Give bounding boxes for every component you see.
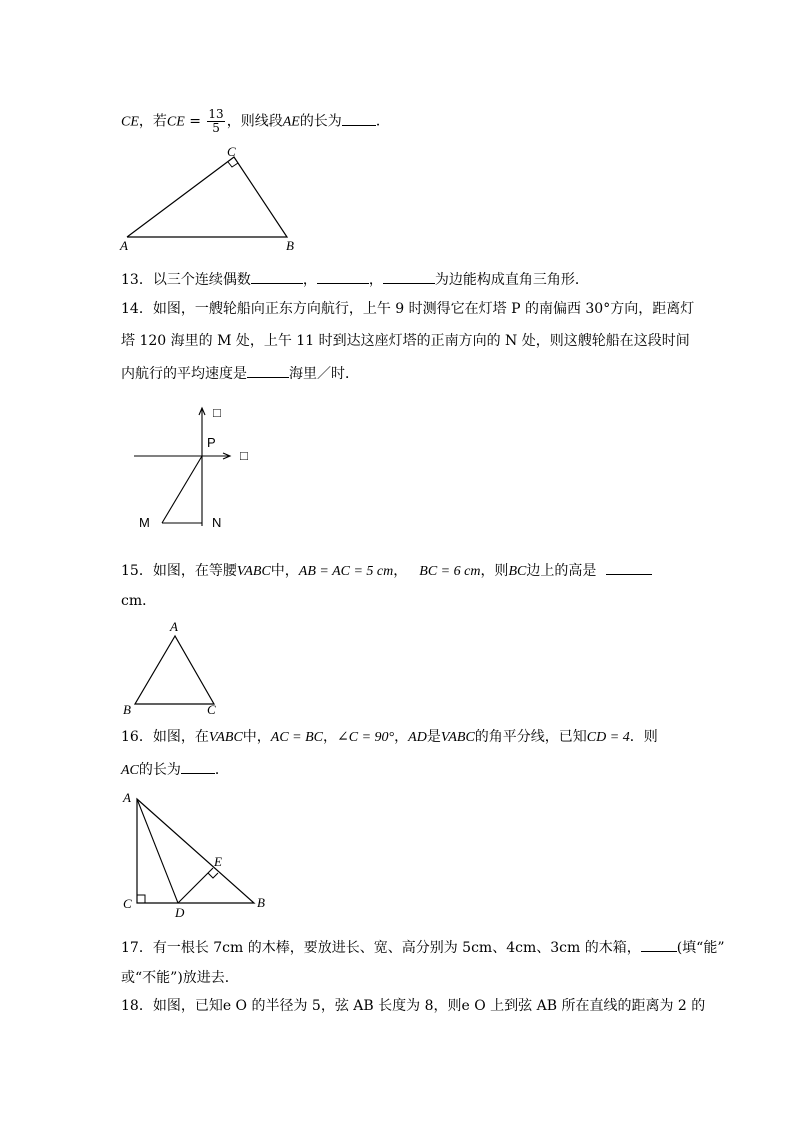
q12-text-1: ，若	[138, 113, 167, 130]
q16-label-d: D	[175, 905, 185, 920]
q15-equation-ab-ac: AB = AC = 5 cm	[298, 564, 394, 579]
q17-suffix: (填“能”	[676, 940, 725, 956]
q14-label-north: □	[213, 405, 221, 420]
q16-shi: 是	[426, 729, 441, 745]
q16-equation-ac-bc: AC = BC	[270, 730, 324, 745]
q14-line-3-prefix: 内航行的平均速度是	[121, 366, 247, 382]
q12-fraction-denominator: 5	[212, 121, 220, 135]
q16-line-2	[121, 759, 229, 781]
q16-line-1	[121, 727, 658, 748]
q12-label-c: C	[227, 144, 236, 159]
q15-unit: cm	[121, 593, 143, 609]
q16-label-c: C	[123, 896, 132, 911]
q16-label-e: E	[214, 854, 222, 869]
q14-line-3-suffix: 海里／时．	[289, 366, 359, 382]
q16-comma-1: ，	[323, 729, 338, 745]
q17-prefix: 17．有一根长 7cm 的木棒，要放进长、宽、高分别为 5cm、4cm、3cm 的木箱，	[121, 940, 641, 956]
q15-prefix: 15．如图，在等腰	[121, 563, 237, 579]
q14-line-3	[121, 363, 359, 384]
q15-equation-bc: BC = 6 cm	[419, 564, 481, 579]
q12-equals: =	[184, 113, 206, 130]
q15-label-a: A	[170, 619, 178, 634]
q16-right-angle-mark-c	[137, 895, 145, 903]
q12-answer-blank	[342, 111, 376, 126]
q17-line-2: 或“不能”)放进去．	[121, 970, 239, 986]
q17-line-1	[121, 937, 725, 958]
q15-period: ．	[142, 593, 157, 609]
q15-label-b: B	[123, 702, 131, 717]
q13-text-line	[121, 269, 589, 290]
q12-text-3: 的长为	[299, 113, 342, 130]
q14-label-n: N	[212, 515, 222, 530]
q12-text-line	[121, 108, 390, 135]
q16-ze: ．则	[629, 729, 658, 745]
q12-period: ．	[375, 113, 390, 130]
q16-label-b: B	[257, 895, 265, 910]
q16-prefix: 16．如图，在	[121, 729, 209, 745]
q16-right-angle-mark-e	[208, 873, 218, 878]
q12-ce-2: CE	[166, 114, 185, 130]
q16-triangle-abc-2: VABC	[440, 730, 475, 745]
q17-answer-blank	[641, 937, 677, 952]
q16-middle-text: 的角平分线，已知	[474, 729, 587, 745]
q14-label-p: P	[207, 435, 216, 450]
q15-unit-line	[121, 591, 156, 611]
q15-label-c: C	[207, 702, 216, 717]
q12-label-b: B	[286, 238, 294, 253]
q13-comma-1: ，	[302, 272, 317, 288]
q12-ce-1: CE	[121, 114, 139, 130]
q16-triangle-abc-shape	[137, 799, 254, 903]
q16-answer-blank	[181, 759, 215, 774]
q14-answer-blank	[247, 363, 289, 378]
q16-cd: CD = 4	[586, 730, 630, 745]
q16-zhong: 中，	[242, 729, 271, 745]
q14-label-east: □	[240, 448, 248, 463]
q12-label-a: A	[120, 238, 128, 253]
q16-ac: AC	[121, 763, 139, 778]
q15-answer-blank	[606, 560, 652, 575]
q12-text-2: ，则线段	[226, 113, 283, 130]
q13-comma-2: ，	[368, 272, 383, 288]
q16-suffix: 的长为	[138, 762, 181, 778]
q12-triangle-figure	[118, 145, 308, 257]
q12-fraction	[207, 108, 224, 135]
q15-text-line	[121, 560, 652, 582]
q14-line-2: 塔 120 海里的 M 处，上午 11 时到达这座灯塔的正南方向的 N 处，则这艘轮船在这段时间	[121, 333, 690, 349]
q16-angle-c: ∠C = 90°	[337, 730, 395, 745]
q15-triangle-figure	[120, 618, 230, 718]
q13-blank-3	[383, 269, 435, 284]
q13-blank-1	[251, 269, 303, 284]
q14-line-pm	[162, 456, 202, 523]
q16-comma-2: ，	[394, 729, 409, 745]
q15-bc: BC	[508, 564, 527, 579]
q16-ad: AD	[408, 730, 427, 745]
q13-suffix: 为边能构成直角三角形．	[434, 272, 589, 288]
q16-line-ad	[137, 799, 178, 903]
q13-prefix: 13．以三个连续偶数	[121, 272, 251, 288]
q12-fraction-numerator: 13	[208, 107, 224, 121]
q12-ae: AE	[282, 114, 300, 130]
q15-triangle-shape	[135, 636, 214, 704]
q15-triangle-abc: VABC	[236, 564, 271, 579]
q16-triangle-abc-1: VABC	[208, 730, 243, 745]
q15-then: ，则	[480, 563, 509, 579]
q14-label-m: M	[139, 515, 150, 530]
q16-triangle-figure	[118, 788, 278, 920]
q15-suffix: 边上的高是	[526, 563, 597, 579]
q15-zhong: 中，	[270, 563, 299, 579]
q12-triangle-shape	[127, 157, 287, 237]
q18-line-1: 18．如图，已知e O 的半径为 5，弦 AB 长度为 8，则e O 上到弦 AB 所在直线的距离为 2 的	[121, 998, 706, 1014]
q16-period: ．	[214, 762, 229, 778]
q13-blank-2	[317, 269, 369, 284]
q14-lighthouse-figure	[130, 402, 260, 534]
q16-label-a: A	[123, 790, 131, 805]
q12-right-angle-mark	[228, 162, 238, 167]
q14-line-1: 14．如图，一艘轮船向正东方向航行，上午 9 时测得它在灯塔 P 的南偏西 30°方向，距离灯	[121, 301, 695, 317]
q15-comma: ，	[393, 563, 408, 579]
